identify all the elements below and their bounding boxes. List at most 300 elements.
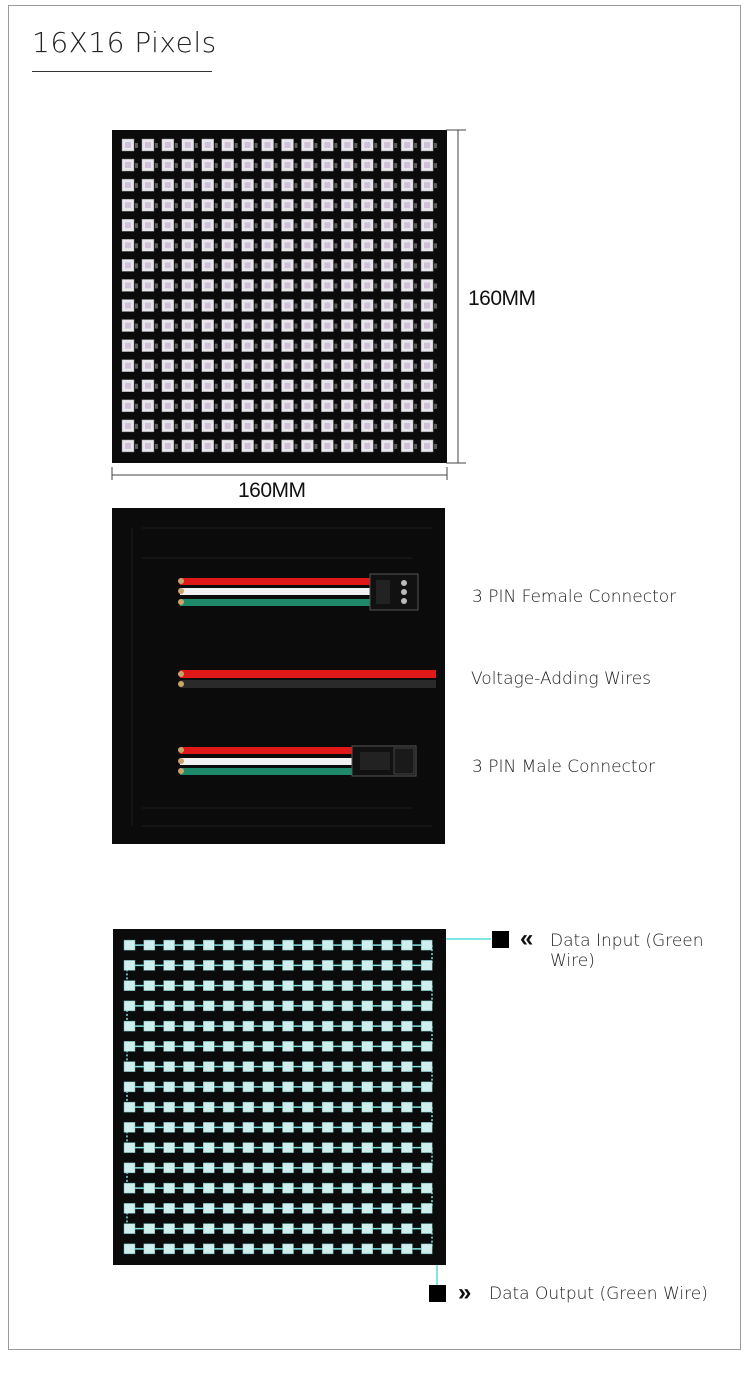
led-pixel [382,1102,393,1112]
led-pixel [382,1021,393,1031]
led-pixel [322,1082,333,1092]
led-pixel [183,1062,194,1072]
led-capacitor [414,444,417,449]
led-capacitor [255,344,258,349]
led-capacitor [434,143,437,148]
led-capacitor [314,143,317,148]
led-pixel [144,981,155,991]
led-capacitor [135,384,138,389]
led-capacitor [314,344,317,349]
led-pixel [243,1102,254,1112]
led-pixel [203,1102,214,1112]
led-capacitor [354,424,357,429]
led-pixel [164,940,175,950]
led-pixel [382,1062,393,1072]
led-pixel [302,1203,313,1213]
led-capacitor [314,364,317,369]
title-underline [32,71,212,72]
led-pixel [322,1203,333,1213]
led-pixel [421,1122,432,1132]
led-pixel [124,1183,135,1193]
led-capacitor [275,203,278,208]
led-capacitor [314,263,317,268]
led-capacitor [275,163,278,168]
led-capacitor [195,324,198,329]
led-pixel [223,1183,234,1193]
led-capacitor [195,263,198,268]
led-capacitor [215,364,218,369]
led-pixel [342,960,353,970]
led-pixel [263,1143,274,1153]
led-capacitor [135,444,138,449]
led-pixel [243,981,254,991]
led-capacitor [195,163,198,168]
led-pixel [183,1001,194,1011]
led-pixel [382,1244,393,1254]
led-pixel [342,1143,353,1153]
led-pixel [164,1102,175,1112]
led-pixel [144,960,155,970]
led-capacitor [215,404,218,409]
led-capacitor [354,344,357,349]
led-pixel [124,1021,135,1031]
led-pixel [243,1041,254,1051]
led-capacitor [354,143,357,148]
led-pixel [164,1082,175,1092]
led-pixel [362,1203,373,1213]
led-capacitor [314,444,317,449]
led-capacitor [235,364,238,369]
led-capacitor [135,364,138,369]
led-pixel [342,1062,353,1072]
back-wiring-drawing [112,508,445,844]
led-pixel [263,1041,274,1051]
led-capacitor [235,163,238,168]
led-capacitor [434,444,437,449]
led-pixel [382,1041,393,1051]
led-capacitor [354,283,357,288]
led-pixel [401,1082,412,1092]
led-capacitor [414,424,417,429]
led-pixel [243,1143,254,1153]
led-capacitor [235,183,238,188]
led-pixel [144,1143,155,1153]
led-capacitor [314,384,317,389]
led-pixel [322,1143,333,1153]
led-pixel [223,1224,234,1234]
led-pixel [183,1183,194,1193]
led-capacitor [354,364,357,369]
led-capacitor [175,163,178,168]
led-pixel [401,1001,412,1011]
led-capacitor [155,384,158,389]
led-capacitor [255,223,258,228]
led-capacitor [374,163,377,168]
led-pixel [203,960,214,970]
led-pixel [203,981,214,991]
led-capacitor [434,404,437,409]
led-capacitor [235,344,238,349]
led-pixel [401,1183,412,1193]
led-pixel [362,1001,373,1011]
led-pixel [263,1224,274,1234]
led-capacitor [275,384,278,389]
led-pixel [421,1183,432,1193]
led-pixel [322,1021,333,1031]
led-pixel [342,981,353,991]
data-input-marker [492,931,509,948]
led-capacitor [314,283,317,288]
led-capacitor [215,163,218,168]
led-capacitor [235,404,238,409]
led-capacitor [275,143,278,148]
led-capacitor [255,384,258,389]
led-capacitor [155,223,158,228]
led-capacitor [334,263,337,268]
led-capacitor [175,404,178,409]
led-capacitor [354,223,357,228]
led-pixel [164,1122,175,1132]
led-capacitor [354,404,357,409]
led-pixel [342,1183,353,1193]
led-pixel [243,940,254,950]
led-pixel [322,940,333,950]
led-capacitor [354,324,357,329]
led-capacitor [295,283,298,288]
width-dimension-label: 160MM [238,479,306,502]
led-capacitor [414,283,417,288]
led-capacitor [255,424,258,429]
led-capacitor [255,364,258,369]
led-capacitor [135,324,138,329]
led-capacitor [155,364,158,369]
led-pixel [302,1244,313,1254]
led-pixel [302,1183,313,1193]
led-pixel [283,960,294,970]
led-pixel [263,1122,274,1132]
data-output-label: Data Output (Green Wire) [489,1284,708,1304]
led-pixel [322,1102,333,1112]
led-capacitor [155,203,158,208]
led-pixel [342,1001,353,1011]
voltage-wires-label: Voltage-Adding Wires [471,669,652,689]
led-capacitor [155,404,158,409]
led-pixel [183,1082,194,1092]
led-capacitor [215,283,218,288]
led-capacitor [314,304,317,309]
led-capacitor [275,404,278,409]
led-capacitor [195,143,198,148]
led-pixel [382,1001,393,1011]
led-pixel [382,981,393,991]
led-pixel [283,940,294,950]
led-capacitor [175,223,178,228]
led-pixel [144,940,155,950]
led-pixel [322,1163,333,1173]
led-capacitor [434,364,437,369]
led-pixel [124,1224,135,1234]
led-pixel [322,1224,333,1234]
led-capacitor [235,384,238,389]
led-capacitor [295,304,298,309]
led-pixel [362,1224,373,1234]
led-capacitor [215,263,218,268]
led-capacitor [195,384,198,389]
led-pixel [183,1143,194,1153]
led-pixel [183,940,194,950]
led-pixel [362,1122,373,1132]
led-capacitor [235,424,238,429]
led-capacitor [295,424,298,429]
led-pixel [203,1163,214,1173]
led-capacitor [295,364,298,369]
led-capacitor [414,183,417,188]
led-pixel [382,1203,393,1213]
led-capacitor [414,143,417,148]
led-capacitor [414,243,417,248]
led-capacitor [155,424,158,429]
led-pixel [223,1021,234,1031]
led-pixel [183,960,194,970]
led-capacitor [295,183,298,188]
led-capacitor [334,203,337,208]
led-capacitor [314,243,317,248]
led-capacitor [135,183,138,188]
led-capacitor [434,384,437,389]
led-capacitor [275,283,278,288]
led-pixel [124,1082,135,1092]
led-pixel [421,940,432,950]
led-pixel [164,1041,175,1051]
led-pixel [362,940,373,950]
led-capacitor [394,384,397,389]
led-capacitor [275,243,278,248]
led-pixel [283,1102,294,1112]
led-capacitor [314,223,317,228]
led-pixel [421,1143,432,1153]
led-pixel [223,1001,234,1011]
led-pixel [144,1244,155,1254]
led-capacitor [334,243,337,248]
led-capacitor [255,324,258,329]
led-capacitor [175,143,178,148]
led-pixel [322,960,333,970]
led-capacitor [195,183,198,188]
led-pixel [203,940,214,950]
led-pixel [322,1041,333,1051]
led-pixel [203,1122,214,1132]
led-capacitor [235,324,238,329]
led-capacitor [414,364,417,369]
led-capacitor [255,404,258,409]
led-capacitor [155,243,158,248]
led-capacitor [195,424,198,429]
led-pixel [362,1021,373,1031]
led-pixel [302,1021,313,1031]
led-pixel [382,960,393,970]
led-capacitor [374,404,377,409]
height-dimension-label: 160MM [468,287,536,310]
led-pixel [283,1041,294,1051]
led-pixel [223,940,234,950]
led-capacitor [295,163,298,168]
led-capacitor [155,304,158,309]
led-pixel [302,1163,313,1173]
led-pixel [263,1244,274,1254]
led-capacitor [255,444,258,449]
led-pixel [203,1062,214,1072]
led-pixel [342,1102,353,1112]
chevron-left-double-icon: « [520,925,534,952]
led-pixel [243,960,254,970]
led-pixel [183,1041,194,1051]
led-capacitor [175,324,178,329]
led-capacitor [354,183,357,188]
led-pixel [223,1244,234,1254]
led-pixel [401,940,412,950]
led-capacitor [334,444,337,449]
led-capacitor [394,223,397,228]
led-capacitor [155,324,158,329]
led-capacitor [255,283,258,288]
led-pixel [362,1183,373,1193]
led-capacitor [295,384,298,389]
led-capacitor [295,143,298,148]
led-capacitor [434,324,437,329]
led-capacitor [135,424,138,429]
led-pixel [322,1062,333,1072]
led-pixel [144,1062,155,1072]
led-pixel [144,1082,155,1092]
led-pixel [243,1224,254,1234]
led-pixel [342,1203,353,1213]
led-capacitor [414,384,417,389]
led-capacitor [374,183,377,188]
led-pixel [144,1041,155,1051]
led-pixel [283,1183,294,1193]
led-capacitor [334,424,337,429]
led-pixel [302,1001,313,1011]
led-pixel [183,1203,194,1213]
led-capacitor [135,163,138,168]
led-pixel [382,1224,393,1234]
led-capacitor [414,404,417,409]
led-pixel [144,1183,155,1193]
led-capacitor [434,203,437,208]
led-capacitor [414,203,417,208]
led-pixel [164,1143,175,1153]
led-pixel [164,1062,175,1072]
led-pixel [382,940,393,950]
led-pixel [302,1041,313,1051]
led-pixel [322,1183,333,1193]
led-pixel [124,960,135,970]
led-pixel [164,981,175,991]
led-capacitor [235,223,238,228]
led-pixel [302,940,313,950]
led-capacitor [195,344,198,349]
led-capacitor [334,223,337,228]
led-capacitor [394,143,397,148]
led-capacitor [175,183,178,188]
led-capacitor [394,203,397,208]
led-capacitor [215,384,218,389]
led-pixel [144,1203,155,1213]
led-capacitor [394,304,397,309]
led-capacitor [275,344,278,349]
chevron-right-double-icon: » [458,1279,472,1306]
led-matrix-dataflow-image [113,929,446,1265]
led-capacitor [155,283,158,288]
led-pixel [183,1122,194,1132]
led-capacitor [135,203,138,208]
led-capacitor [434,223,437,228]
led-capacitor [275,364,278,369]
led-pixel [283,1163,294,1173]
led-pixel [421,1001,432,1011]
led-capacitor [434,243,437,248]
led-pixel [263,1163,274,1173]
led-capacitor [135,283,138,288]
led-capacitor [215,223,218,228]
data-input-label: Data Input (Green Wire) [550,931,704,971]
led-capacitor [195,203,198,208]
led-pixel [401,1163,412,1173]
led-pixel [342,1224,353,1234]
led-capacitor [175,203,178,208]
led-pixel [144,1102,155,1112]
led-pixel [144,1122,155,1132]
led-capacitor [414,344,417,349]
led-capacitor [215,424,218,429]
led-pixel [401,1203,412,1213]
led-capacitor [175,444,178,449]
led-capacitor [374,364,377,369]
led-pixel [322,1122,333,1132]
led-capacitor [394,364,397,369]
led-capacitor [295,243,298,248]
led-pixel [223,981,234,991]
led-capacitor [374,263,377,268]
led-pixel [183,1021,194,1031]
led-capacitor [175,263,178,268]
led-pixel [302,1062,313,1072]
led-capacitor [374,223,377,228]
led-pixel [401,1143,412,1153]
led-capacitor [314,404,317,409]
led-pixel [342,1122,353,1132]
led-pixel [421,1102,432,1112]
led-pixel [124,1203,135,1213]
led-capacitor [195,283,198,288]
led-pixel [263,1001,274,1011]
led-capacitor [334,364,337,369]
led-pixel [243,1203,254,1213]
led-capacitor [255,163,258,168]
led-grid-dataflow [113,929,446,1265]
led-capacitor [215,143,218,148]
led-capacitor [394,324,397,329]
led-pixel [223,960,234,970]
led-pixel [164,1163,175,1173]
led-pixel [362,1041,373,1051]
led-pixel [283,981,294,991]
led-pixel [144,1021,155,1031]
led-capacitor [334,163,337,168]
led-matrix-front-image [112,130,447,463]
led-capacitor [334,384,337,389]
led-pixel [164,1021,175,1031]
